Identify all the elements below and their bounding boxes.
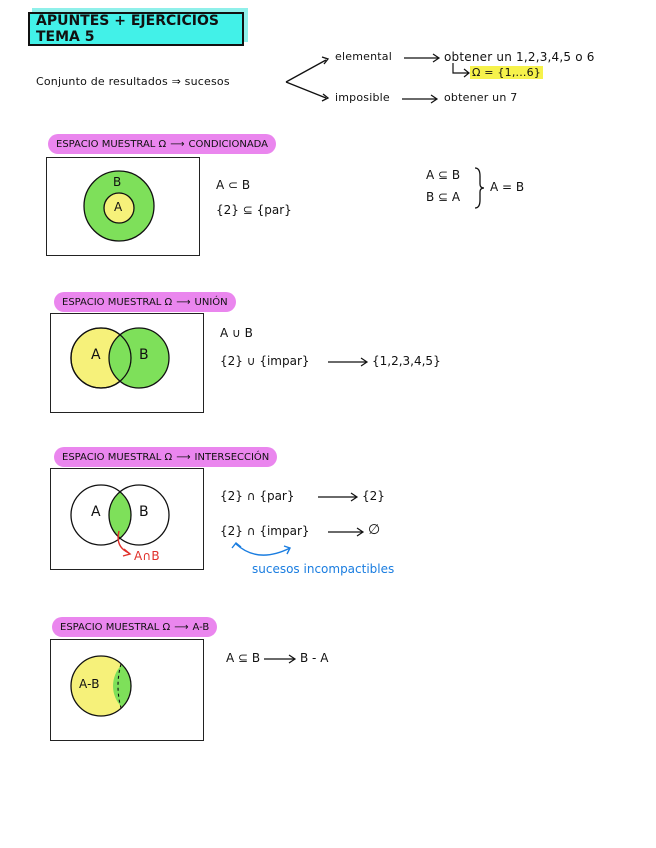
venn-frame-diferencia — [50, 639, 204, 741]
interseccion-line2: {2} ∩ {impar} — [220, 524, 310, 538]
blue-link-arrows — [228, 540, 308, 564]
arrow-icon — [402, 52, 442, 64]
arrow-icon — [262, 653, 298, 665]
set-label-b: B — [139, 347, 149, 363]
diferencia-result: B - A — [300, 651, 329, 665]
section-header-diferencia: ESPACIO MUESTRAL Ω ⟶ A-B — [52, 617, 217, 637]
arrow-icon — [400, 93, 440, 105]
arrow-icon — [326, 356, 370, 368]
branch-elemental-sub: Ω = {1,...6} — [472, 66, 541, 79]
venn-interseccion — [51, 469, 203, 569]
union-result: {1,2,3,4,5} — [372, 354, 441, 368]
venn-condicionada — [47, 158, 199, 255]
condicionada-side1: A ⊆ B — [426, 168, 461, 182]
condicionada-side2: B ⊆ A — [426, 190, 461, 204]
page-title: APUNTES + EJERCICIOS TEMA 5 — [28, 12, 244, 46]
set-label-a: A — [114, 200, 123, 214]
venn-frame-condicionada — [46, 157, 200, 256]
brace-icon — [472, 166, 486, 210]
set-label-a-minus-b: A-B — [79, 677, 100, 691]
intro-left-text: Conjunto de resultados ⇒ sucesos — [36, 75, 230, 88]
section-header-condicionada: ESPACIO MUESTRAL Ω ⟶ CONDICIONADA — [48, 134, 276, 154]
condicionada-line2: {2} ⊆ {par} — [216, 203, 292, 217]
set-label-b: B — [139, 504, 149, 520]
arrow-icon — [326, 526, 366, 538]
branch-imposible-result: obtener un 7 — [444, 91, 518, 104]
condicionada-side-result: A = B — [490, 180, 525, 194]
set-label-a: A — [91, 347, 101, 363]
section-header-interseccion: ESPACIO MUESTRAL Ω ⟶ INTERSECCIÓN — [54, 447, 277, 467]
venn-frame-interseccion — [50, 468, 204, 570]
set-label-a: A — [91, 504, 101, 520]
sub-arrow-icon — [450, 62, 472, 78]
union-line1: A ∪ B — [220, 326, 253, 340]
intersection-pointer-label: A∩B — [134, 549, 160, 563]
venn-diferencia — [51, 640, 203, 740]
intro-branch-arrows — [282, 50, 342, 110]
diferencia-line1: A ⊆ B — [226, 651, 261, 665]
section-header-union: ESPACIO MUESTRAL Ω ⟶ UNIÓN — [54, 292, 236, 312]
interseccion-result1: {2} — [362, 489, 385, 503]
interseccion-result2: ∅ — [368, 522, 381, 538]
interseccion-line1: {2} ∩ {par} — [220, 489, 295, 503]
interseccion-note: sucesos incompactibles — [252, 562, 395, 576]
branch-imposible: imposible — [335, 91, 390, 104]
set-label-b: B — [113, 175, 122, 189]
venn-union — [51, 314, 203, 412]
venn-frame-union — [50, 313, 204, 413]
branch-elemental-result: obtener un 1,2,3,4,5 o 6 — [444, 50, 595, 64]
arrow-icon — [316, 491, 360, 503]
branch-elemental: elemental — [335, 50, 392, 63]
union-line2: {2} ∪ {impar} — [220, 354, 310, 368]
condicionada-line1: A ⊂ B — [216, 178, 251, 192]
